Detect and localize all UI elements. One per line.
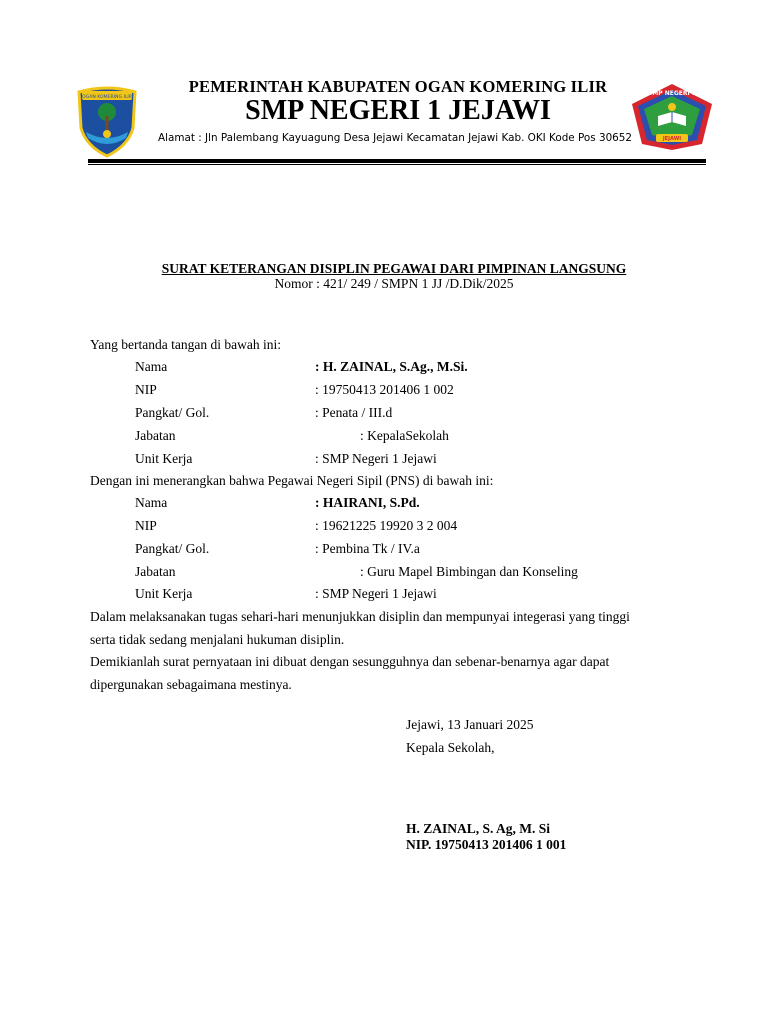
employee-name-text: : HAIRANI, S.Pd.: [315, 495, 420, 510]
employee-name-label: Nama: [135, 495, 168, 510]
employee-position-label: Jabatan: [135, 564, 176, 579]
crest-banner-text: OGAN KOMERING ILIR: [82, 95, 132, 100]
employee-unit-label: Unit Kerja: [135, 586, 193, 601]
place-date: Jejawi, 13 Januari 2025: [406, 717, 534, 732]
signer-name-value: [315, 359, 468, 375]
employee-unit-value: : SMP Negeri 1 Jejawi: [315, 586, 437, 601]
government-name: PEMERINTAH KABUPATEN OGAN KOMERING ILIR: [188, 77, 608, 96]
letterhead-divider-thin: [88, 164, 706, 165]
employee-nip-value: : 19621225 19920 3 2 004: [315, 518, 458, 533]
signature-nip: NIP. 19750413 201406 1 001: [406, 837, 567, 852]
signer-unit-label: Unit Kerja: [135, 451, 193, 466]
signer-position-value: : KepalaSekolah: [360, 428, 449, 443]
statement-line-1: Dalam melaksanakan tugas sehari-hari menunjukkan disiplin dan mempunyai integerasi yang tinggi: [90, 609, 630, 624]
signer-role: Kepala Sekolah,: [406, 740, 495, 755]
emblem-bottom-text: JEJAWI: [662, 136, 682, 142]
emblem-top-text: SMP NEGERI 1: [647, 90, 697, 97]
signer-name-text: : H. ZAINAL, S.Ag., M.Si.: [315, 359, 468, 374]
letterhead-divider-thick: [88, 159, 706, 163]
signer-name-label: Nama: [135, 359, 168, 374]
employee-position-value: : Guru Mapel Bimbingan dan Konseling: [360, 564, 578, 579]
signer-nip-label: NIP: [135, 382, 157, 397]
statement-line-4: dipergunakan sebagaimana mestinya.: [90, 677, 292, 692]
employee-rank-label: Pangkat/ Gol.: [135, 541, 210, 556]
employee-intro: Dengan ini menerangkan bahwa Pegawai Negeri Sipil (PNS) di bawah ini:: [90, 473, 494, 488]
employee-name-value: [315, 495, 420, 511]
employee-rank-value: : Pembina Tk / IV.a: [315, 541, 420, 556]
letter-title: SURAT KETERANGAN DISIPLIN PEGAWAI DARI PIMPINAN LANGSUNG: [161, 261, 627, 276]
signer-intro: Yang bertanda tangan di bawah ini:: [90, 337, 281, 352]
school-name: SMP NEGERI 1 JEJAWI: [245, 95, 551, 126]
signer-nip-value: : 19750413 201406 1 002: [315, 382, 454, 397]
signer-unit-value: : SMP Negeri 1 Jejawi: [315, 451, 437, 466]
signature-name: H. ZAINAL, S. Ag, M. Si: [406, 821, 551, 836]
letter-number: Nomor : 421/ 249 / SMPN 1 JJ /D.Dik/2025: [274, 276, 514, 291]
signer-position-label: Jabatan: [135, 428, 176, 443]
employee-nip-label: NIP: [135, 518, 157, 533]
signer-rank-value: : Penata / III.d: [315, 405, 393, 420]
statement-line-3: Demikianlah surat pernyataan ini dibuat dengan sesungguhnya dan sebenar-benarnya agar dapat: [90, 654, 610, 669]
signer-rank-label: Pangkat/ Gol.: [135, 405, 210, 420]
statement-line-2: serta tidak sedang menjalani hukuman disiplin.: [90, 632, 345, 647]
school-address: Alamat : Jln Palembang Kayuagung Desa Jejawi Kecamatan Jejawi Kab. OKI Kode Pos 30652: [157, 132, 633, 144]
